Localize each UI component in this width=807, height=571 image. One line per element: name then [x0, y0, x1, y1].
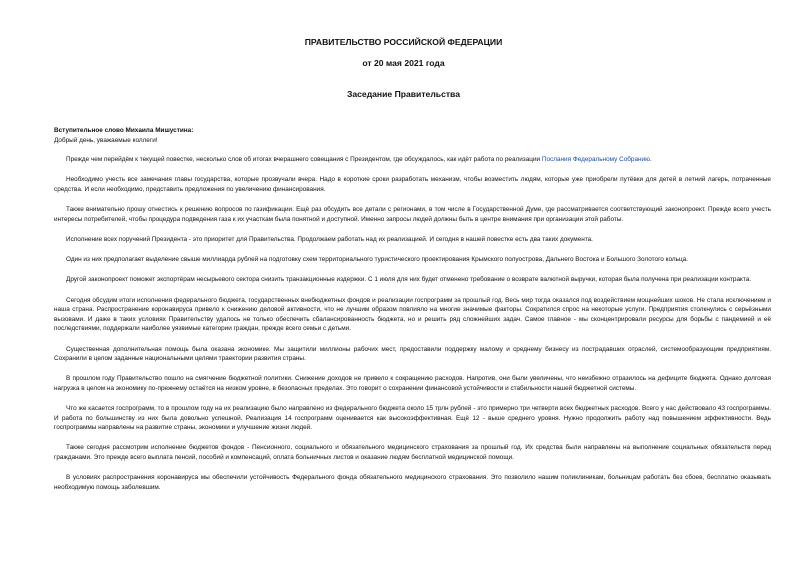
- paragraph: Также внимательно прошу отнестись к решению вопросов по газификации. Ещё раз обсудить все детали с регионами, в том числе в Государственной Думе, где рассматривается соответствующий законопроект. Прежде всего учесть интересы потребителей, чтобы процедура подведения газа к их участкам была понятной и доступной. Именно запросы людей должны быть в центре внимания при организации этой работы.: [54, 206, 771, 223]
- document-date: от 20 мая 2021 года: [362, 58, 445, 68]
- paragraph-text: .: [649, 156, 652, 163]
- paragraph: Сегодня обсудим итоги исполнения федерального бюджета, государственных внебюджетных фондов и реализации госпрограмм за прошлый год. Весь мир тогда оказался под воздействием мощнейших шоков. Не стала исключением и наша страна. Распространение коронавируса привело к снижению деловой активности, что не лучшим образом повлияло на многие значимые факторы. Сократился спрос на некоторые услуги. Предприятия столкнулись с серьёзными вызовами. И даже в таких условиях Правительству удалось не только обеспечить сбалансированность бюджета, но и решить ряд сложнейших задач. Самое главное - мы сконцентрировали ресурсы для борьбы с пандемией и её последствиями, поддержали наиболее уязвимые категории граждан, прежде всего семьи с детьми.: [54, 296, 771, 333]
- document-org-heading: ПРАВИТЕЛЬСТВО РОССИЙСКОЙ ФЕДЕРАЦИИ: [304, 37, 503, 47]
- paragraph: Другой законопроект поможет экспортёрам несырьевого сектора снизить транзакционные издержки. С 1 июля для них будет отменено требование о возврате валютной выручки, которая была получена при реализации контракта.: [66, 276, 752, 284]
- paragraph: Необходимо учесть все замечания главы государства, которые прозвучали вчера. Надо в короткие сроки разработать механизм, чтобы возместить людям, которые уже приобрели путёвки для детей в летний лагерь, потраченные средства. И если необходимо, представить предложения по увеличению финансирования.: [54, 176, 771, 193]
- paragraph: Исполнение всех поручений Президента - это приоритет для Правительства. Продолжаем работать над их реализацией. И сегодня в нашей повестке есть два таких документа.: [66, 235, 593, 243]
- greeting: Добрый день, уважаемые коллеги!: [54, 136, 158, 144]
- document-title: Заседание Правительства: [346, 89, 461, 99]
- paragraph: В прошлом году Правительство пошло на смягчение бюджетной политики. Снижение доходов не привело к сокращению расходов. Напротив, они были увеличены, что неизбежно отразилось на дефиците бюджета. Однако долговая нагрузка в целом на экономику по-прежнему остаётся на низком уровне, в безопасных пределах. Это говорит о сохранении финансовой устойчивости и стабильности нашей бюджетной системы.: [54, 375, 771, 392]
- paragraph-text: Прежде чем перейдём к текущей повестке, несколько слов об итогах вчерашнего совещания с Президентом, где обсуждалось, как идёт работа по реализации: [66, 156, 542, 163]
- message-link[interactable]: Послания Федеральному Собранию: [541, 156, 650, 163]
- paragraph: В условиях распространения коронавируса мы обеспечили устойчивость Федерального фонда обязательного медицинского страхования. Это позволило нашим поликлиникам, больницам работать без сбоев, бесплатно оказывать необходимую помощь заболевшим.: [54, 474, 771, 491]
- document-body: [54, 126, 771, 503]
- speaker-heading: Вступительное слово Михаила Мишустина:: [54, 127, 194, 134]
- paragraph: Что же касается госпрограмм, то в прошлом году на их реализацию было направлено из федерального бюджета около 15 трлн рублей - это примерно три четверти всех бюджетных расходов. Всего у нас действовало 43 госпрограммы. И работа по большинству из них была довольно успешной. Реализация 14 госпрограмм оценивается как высокоэффективная. Ещё 12 - выше среднего уровня. Нужно продолжить работу над повышением эффективности. Ведь госпрограммы направлены на развитие страны, экономики и улучшение жизни людей.: [54, 405, 771, 432]
- paragraph: Также сегодня рассмотрим исполнение бюджетов фондов - Пенсионного, социального и обязательного медицинского страхования за прошлый год. Их средства были направлены на выполнение социальных обязательств перед гражданами. Это прежде всего выплата пенсий, пособий и компенсаций, оплата больничных листов и оказание людям бесплатной медицинской помощи.: [54, 444, 771, 461]
- paragraph: Существенная дополнительная помощь была оказана экономике. Мы защитили миллионы рабочих мест, предоставили поддержку малому и среднему бизнесу из пострадавших отраслей, системообразующим предприятиям. Сохранили в целом заданные национальными целями траектории развития страны.: [54, 345, 771, 363]
- paragraph: [54, 155, 771, 165]
- paragraph: Один из них предполагает выделение свыше миллиарда рублей на подготовку схем территориального туристического проектирования Крымского полуострова, Дальнего Востока и Большого Золотого кольца.: [66, 256, 688, 264]
